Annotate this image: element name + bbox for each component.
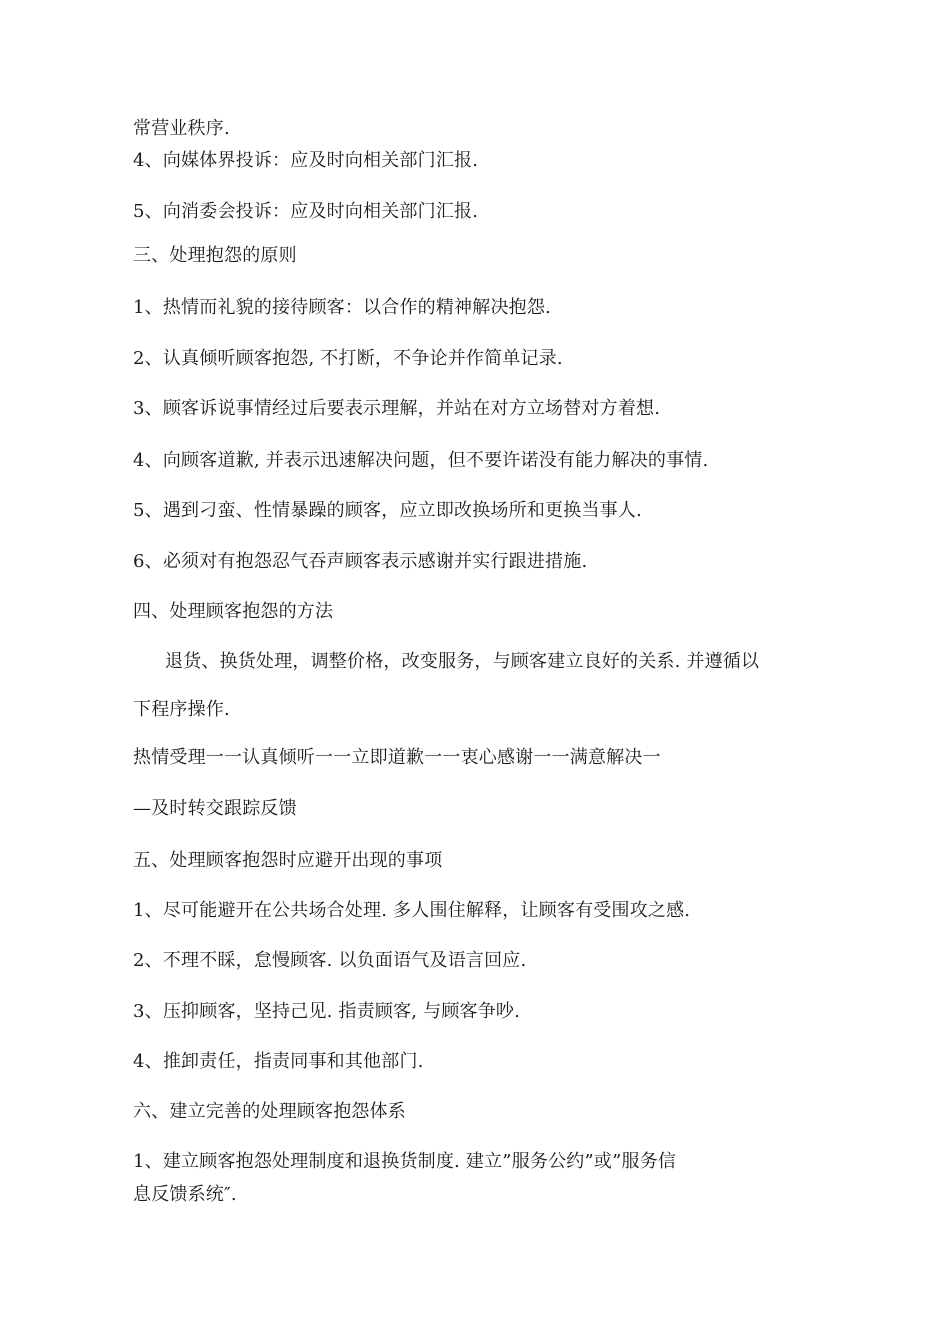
- text-line-principle-6: 6、必须对有抱怨忍气吞声顾客表示感谢并实行跟进措施.: [133, 551, 588, 572]
- section-heading-3: 三、处理抱怨的原则: [133, 245, 297, 266]
- text-line-avoid-4: 4、推卸责任，指责同事和其他部门.: [133, 1051, 424, 1072]
- text-line-continuation: 常营业秩序.: [133, 118, 230, 139]
- text-process-flow: 热情受理一一认真倾听一一立即道歉一一衷心感谢一一满意解决一: [133, 747, 661, 768]
- text-line-principle-5: 5、遇到刁蛮、性情暴躁的顾客，应立即改换场所和更换当事人.: [133, 500, 642, 521]
- text-line-item-4: 4、向媒体界投诉：应及时向相关部门汇报.: [133, 150, 479, 171]
- text-line-avoid-2: 2、不理不睬，怠慢顾客. 以负面语气及语言回应.: [133, 950, 527, 971]
- text-line-avoid-3: 3、压抑顾客，坚持己见. 指责顾客, 与顾客争吵.: [133, 1001, 521, 1022]
- section-heading-5: 五、处理顾客抱怨时应避开出现的事项: [133, 850, 443, 871]
- text-paragraph-methods-cont: 下程序操作.: [133, 699, 230, 720]
- text-line-principle-2: 2、认真倾听顾客抱怨, 不打断，不争论并作简单记录.: [133, 348, 563, 369]
- section-heading-4: 四、处理顾客抱怨的方法: [133, 601, 334, 622]
- text-process-flow-cont: —及时转交跟踪反馈: [133, 798, 297, 819]
- text-line-principle-4: 4、向顾客道歉, 并表示迅速解决问题，但不要许诺没有能力解决的事情.: [133, 450, 709, 471]
- section-heading-6: 六、建立完善的处理顾客抱怨体系: [133, 1101, 406, 1122]
- text-line-system-1-cont: 息反馈系统″.: [133, 1184, 237, 1205]
- text-line-avoid-1: 1、尽可能避开在公共场合处理. 多人围住解释，让顾客有受围攻之感.: [133, 900, 691, 921]
- text-line-system-1: 1、建立顾客抱怨处理制度和退换货制度. 建立”服务公约”或”服务信: [133, 1151, 677, 1172]
- text-paragraph-methods: 退货、换货处理，调整价格，改变服务，与顾客建立良好的关系. 并遵循以: [165, 651, 760, 672]
- text-line-item-5: 5、向消委会投诉：应及时向相关部门汇报.: [133, 201, 479, 222]
- text-line-principle-3: 3、顾客诉说事情经过后要表示理解，并站在对方立场替对方着想.: [133, 398, 661, 419]
- text-line-principle-1: 1、热情而礼貌的接待顾客：以合作的精神解决抱怨.: [133, 297, 551, 318]
